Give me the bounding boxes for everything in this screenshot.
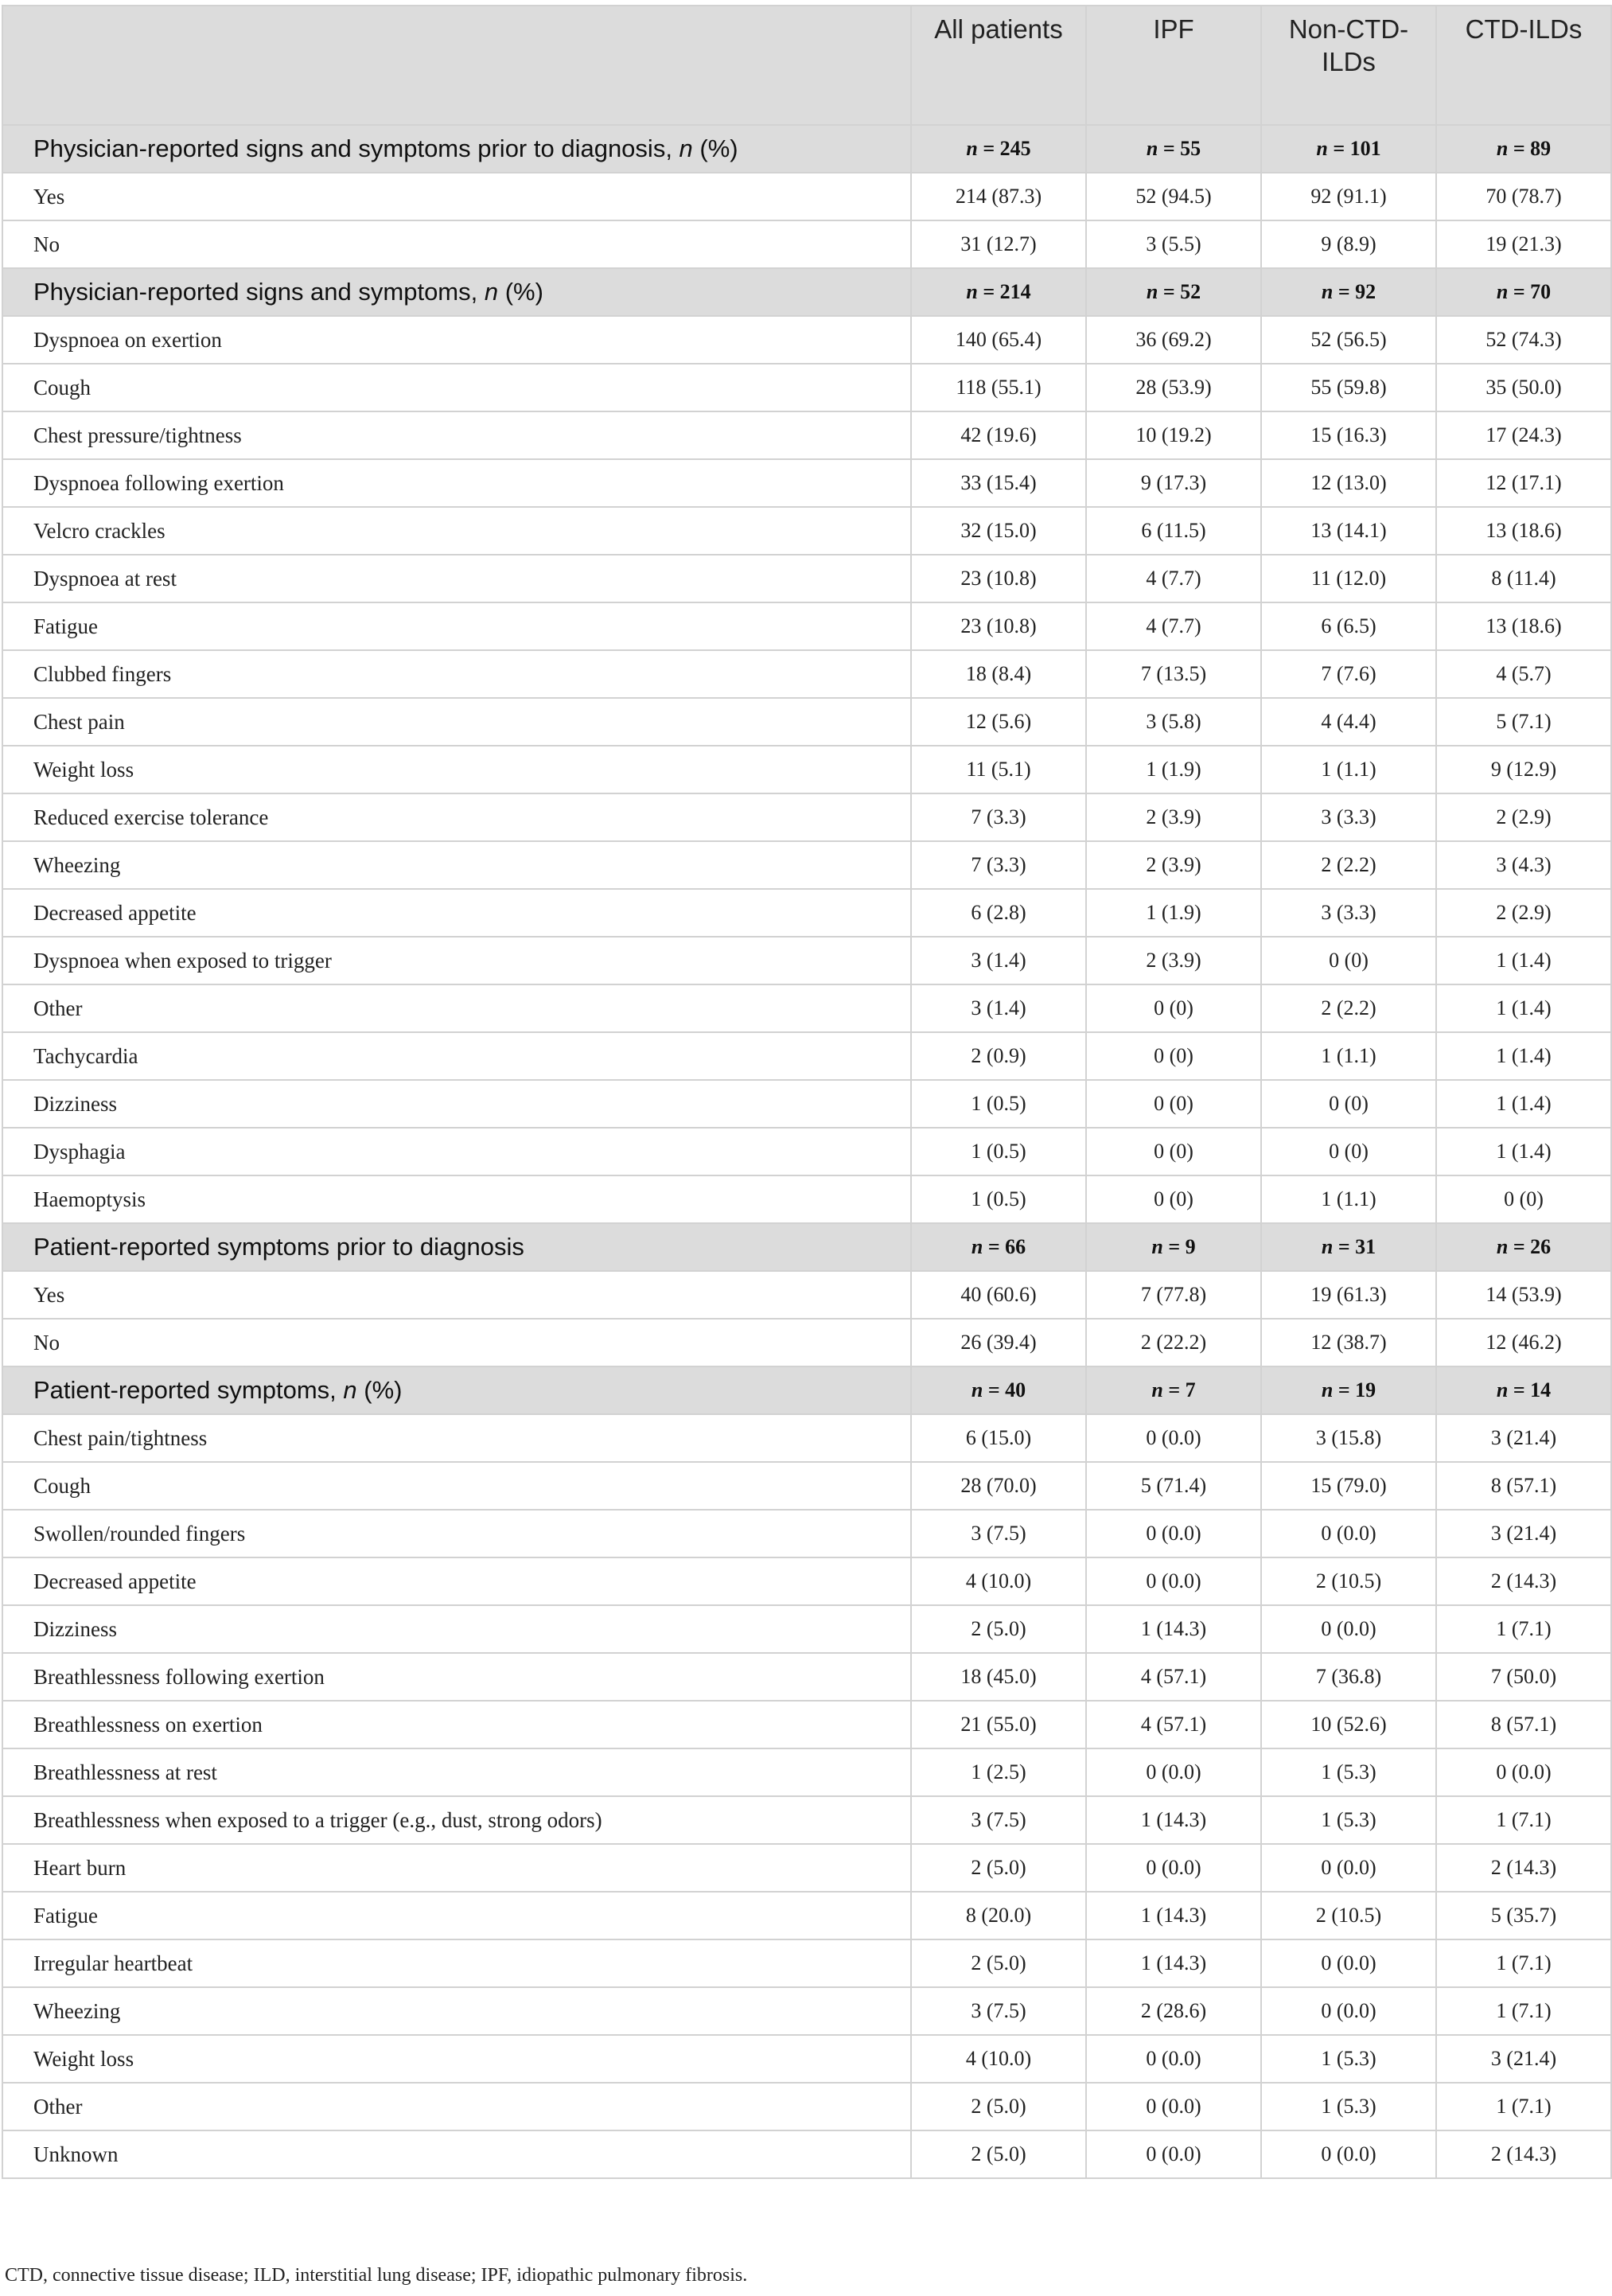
row-value-cell: 7 (3.3): [911, 793, 1086, 841]
row-value-cell: 7 (7.6): [1261, 650, 1436, 698]
section-count-cell: n = 14: [1436, 1366, 1611, 1414]
row-value-cell: 15 (16.3): [1261, 411, 1436, 459]
row-value-cell: 1 (1.4): [1436, 937, 1611, 984]
row-value-cell: 1 (14.3): [1086, 1939, 1261, 1987]
row-value-cell: 1 (5.3): [1261, 2083, 1436, 2130]
section-count-cell: n = 101: [1261, 125, 1436, 173]
row-label: Tachycardia: [2, 1032, 911, 1080]
header-ctd-ilds: CTD-ILDs: [1436, 6, 1611, 125]
section-count-cell: n = 40: [911, 1366, 1086, 1414]
row-value-cell: 32 (15.0): [911, 507, 1086, 555]
table-row: [2, 650, 1611, 698]
row-value-cell: 1 (5.3): [1261, 2035, 1436, 2083]
table-row: [2, 1796, 1611, 1844]
row-value-cell: 13 (14.1): [1261, 507, 1436, 555]
row-value-cell: 23 (10.8): [911, 602, 1086, 650]
row-value-cell: 4 (7.7): [1086, 602, 1261, 650]
row-value-cell: 3 (7.5): [911, 1987, 1086, 2035]
row-value-cell: 0 (0.0): [1261, 2130, 1436, 2178]
row-value-cell: 2 (2.9): [1436, 793, 1611, 841]
row-value-cell: 4 (10.0): [911, 2035, 1086, 2083]
row-value-cell: 7 (13.5): [1086, 650, 1261, 698]
row-value-cell: 35 (50.0): [1436, 364, 1611, 411]
row-value-cell: 12 (13.0): [1261, 459, 1436, 507]
table-row: [2, 2130, 1611, 2178]
row-value-cell: 2 (28.6): [1086, 1987, 1261, 2035]
row-label: Swollen/rounded fingers: [2, 1510, 911, 1557]
row-value-cell: 2 (10.5): [1261, 1892, 1436, 1939]
row-value-cell: 2 (2.2): [1261, 984, 1436, 1032]
section-count-cell: n = 52: [1086, 268, 1261, 316]
row-value-cell: 1 (5.3): [1261, 1748, 1436, 1796]
row-value-cell: 2 (14.3): [1436, 1557, 1611, 1605]
table-row: [2, 1605, 1611, 1653]
row-value-cell: 52 (74.3): [1436, 316, 1611, 364]
row-value-cell: 5 (7.1): [1436, 698, 1611, 746]
row-value-cell: 8 (57.1): [1436, 1701, 1611, 1748]
row-value-cell: 2 (5.0): [911, 1605, 1086, 1653]
section-title: [2, 268, 911, 316]
row-label: Cough: [2, 1462, 911, 1510]
row-value-cell: 3 (21.4): [1436, 2035, 1611, 2083]
table-row: [2, 1701, 1611, 1748]
row-value-cell: 3 (21.4): [1436, 1510, 1611, 1557]
row-value-cell: 0 (0): [1086, 1032, 1261, 1080]
table-row: [2, 1271, 1611, 1319]
row-value-cell: 0 (0): [1261, 1128, 1436, 1175]
row-value-cell: 3 (3.3): [1261, 889, 1436, 937]
table-row: [2, 1939, 1611, 1987]
row-label: Velcro crackles: [2, 507, 911, 555]
row-value-cell: 1 (7.1): [1436, 1605, 1611, 1653]
table-row: [2, 793, 1611, 841]
row-value-cell: 4 (4.4): [1261, 698, 1436, 746]
section-title: [2, 1223, 911, 1271]
row-label: Dyspnoea at rest: [2, 555, 911, 602]
section-title-italic: n: [679, 134, 693, 162]
row-value-cell: 1 (5.3): [1261, 1796, 1436, 1844]
row-value-cell: 0 (0.0): [1261, 1844, 1436, 1892]
row-value-cell: 0 (0.0): [1086, 1414, 1261, 1462]
row-value-cell: 3 (21.4): [1436, 1414, 1611, 1462]
row-label: Dyspnoea on exertion: [2, 316, 911, 364]
row-value-cell: 3 (5.5): [1086, 220, 1261, 268]
row-value-cell: 2 (0.9): [911, 1032, 1086, 1080]
row-label: Weight loss: [2, 2035, 911, 2083]
row-value-cell: 0 (0.0): [1086, 1748, 1261, 1796]
section-count-cell: n = 89: [1436, 125, 1611, 173]
row-value-cell: 31 (12.7): [911, 220, 1086, 268]
symptoms-table: [2, 5, 1612, 2179]
row-label: Other: [2, 984, 911, 1032]
row-value-cell: 23 (10.8): [911, 555, 1086, 602]
row-value-cell: 1 (7.1): [1436, 1939, 1611, 1987]
row-value-cell: 0 (0.0): [1261, 1605, 1436, 1653]
table-row: [2, 173, 1611, 220]
section-title-suffix: (%): [498, 278, 543, 306]
row-value-cell: 0 (0.0): [1086, 2130, 1261, 2178]
section-count-cell: n = 55: [1086, 125, 1261, 173]
row-value-cell: 3 (1.4): [911, 984, 1086, 1032]
section-title-suffix: (%): [692, 134, 738, 162]
table-row: [2, 411, 1611, 459]
row-value-cell: 1 (0.5): [911, 1080, 1086, 1128]
row-value-cell: 9 (12.9): [1436, 746, 1611, 793]
header-all-patients: All patients: [911, 6, 1086, 125]
row-value-cell: 0 (0): [1086, 984, 1261, 1032]
row-value-cell: 33 (15.4): [911, 459, 1086, 507]
table-row: [2, 698, 1611, 746]
row-value-cell: 8 (11.4): [1436, 555, 1611, 602]
row-value-cell: 2 (2.9): [1436, 889, 1611, 937]
row-value-cell: 1 (1.1): [1261, 1032, 1436, 1080]
row-label: Chest pain/tightness: [2, 1414, 911, 1462]
row-value-cell: 92 (91.1): [1261, 173, 1436, 220]
row-label: Haemoptysis: [2, 1175, 911, 1223]
section-count-cell: n = 245: [911, 125, 1086, 173]
section-title-text: Physician-reported signs and symptoms prior to diagnosis,: [33, 134, 679, 162]
row-value-cell: 1 (7.1): [1436, 2083, 1611, 2130]
header-ipf: IPF: [1086, 6, 1261, 125]
row-value-cell: 6 (15.0): [911, 1414, 1086, 1462]
row-value-cell: 1 (14.3): [1086, 1892, 1261, 1939]
table-row: [2, 937, 1611, 984]
row-value-cell: 2 (14.3): [1436, 1844, 1611, 1892]
section-title-text: Patient-reported symptoms,: [33, 1376, 344, 1404]
row-value-cell: 18 (45.0): [911, 1653, 1086, 1701]
row-value-cell: 10 (52.6): [1261, 1701, 1436, 1748]
row-value-cell: 52 (94.5): [1086, 173, 1261, 220]
row-value-cell: 1 (1.9): [1086, 746, 1261, 793]
table-row: [2, 1175, 1611, 1223]
row-value-cell: 1 (1.1): [1261, 1175, 1436, 1223]
row-value-cell: 36 (69.2): [1086, 316, 1261, 364]
row-value-cell: 2 (3.9): [1086, 937, 1261, 984]
row-value-cell: 52 (56.5): [1261, 316, 1436, 364]
row-value-cell: 4 (57.1): [1086, 1701, 1261, 1748]
row-label: Breathlessness when exposed to a trigger (e.g., dust, strong odors): [2, 1796, 911, 1844]
row-value-cell: 0 (0.0): [1086, 2035, 1261, 2083]
row-value-cell: 7 (77.8): [1086, 1271, 1261, 1319]
table-row: [2, 1557, 1611, 1605]
row-value-cell: 118 (55.1): [911, 364, 1086, 411]
row-value-cell: 1 (1.9): [1086, 889, 1261, 937]
row-value-cell: 9 (17.3): [1086, 459, 1261, 507]
row-label: Dysphagia: [2, 1128, 911, 1175]
header-non-ctd-ilds: Non-CTD-ILDs: [1261, 6, 1436, 125]
table-row: [2, 1510, 1611, 1557]
table-row: [2, 459, 1611, 507]
row-value-cell: 3 (15.8): [1261, 1414, 1436, 1462]
row-value-cell: 2 (5.0): [911, 1939, 1086, 1987]
row-value-cell: 0 (0): [1086, 1128, 1261, 1175]
row-label: Chest pain: [2, 698, 911, 746]
row-label: Irregular heartbeat: [2, 1939, 911, 1987]
row-value-cell: 4 (7.7): [1086, 555, 1261, 602]
row-value-cell: 14 (53.9): [1436, 1271, 1611, 1319]
row-value-cell: 12 (5.6): [911, 698, 1086, 746]
row-value-cell: 0 (0): [1261, 937, 1436, 984]
row-value-cell: 4 (57.1): [1086, 1653, 1261, 1701]
table-row: [2, 555, 1611, 602]
row-value-cell: 13 (18.6): [1436, 507, 1611, 555]
section-title-text: Physician-reported signs and symptoms,: [33, 278, 485, 306]
table-row: [2, 2083, 1611, 2130]
row-value-cell: 1 (14.3): [1086, 1605, 1261, 1653]
row-label: No: [2, 220, 911, 268]
row-label: Clubbed fingers: [2, 650, 911, 698]
table-row: [2, 507, 1611, 555]
row-value-cell: 28 (70.0): [911, 1462, 1086, 1510]
row-value-cell: 8 (20.0): [911, 1892, 1086, 1939]
section-count-cell: n = 26: [1436, 1223, 1611, 1271]
row-label: Breathlessness at rest: [2, 1748, 911, 1796]
row-value-cell: 15 (79.0): [1261, 1462, 1436, 1510]
row-label: Decreased appetite: [2, 1557, 911, 1605]
header-row: [2, 6, 1611, 125]
row-label: Yes: [2, 173, 911, 220]
section-count-cell: n = 9: [1086, 1223, 1261, 1271]
table-row: [2, 1987, 1611, 2035]
row-label: Breathlessness on exertion: [2, 1701, 911, 1748]
row-value-cell: 12 (38.7): [1261, 1319, 1436, 1366]
row-value-cell: 2 (14.3): [1436, 2130, 1611, 2178]
row-value-cell: 7 (50.0): [1436, 1653, 1611, 1701]
table-row: [2, 364, 1611, 411]
row-value-cell: 0 (0.0): [1261, 1510, 1436, 1557]
table-row: [2, 1748, 1611, 1796]
row-value-cell: 0 (0.0): [1086, 1557, 1261, 1605]
row-value-cell: 0 (0.0): [1086, 1510, 1261, 1557]
row-value-cell: 7 (36.8): [1261, 1653, 1436, 1701]
header-blank-cell: [2, 6, 911, 125]
row-value-cell: 140 (65.4): [911, 316, 1086, 364]
row-label: Yes: [2, 1271, 911, 1319]
row-value-cell: 1 (1.4): [1436, 984, 1611, 1032]
row-value-cell: 2 (2.2): [1261, 841, 1436, 889]
row-value-cell: 5 (35.7): [1436, 1892, 1611, 1939]
section-count-cell: n = 7: [1086, 1366, 1261, 1414]
row-label: Cough: [2, 364, 911, 411]
row-label: Dyspnoea following exertion: [2, 459, 911, 507]
row-value-cell: 1 (2.5): [911, 1748, 1086, 1796]
row-value-cell: 26 (39.4): [911, 1319, 1086, 1366]
row-value-cell: 1 (1.1): [1261, 746, 1436, 793]
row-value-cell: 0 (0.0): [1086, 2083, 1261, 2130]
table-row: [2, 1080, 1611, 1128]
table-footnote: CTD, connective tissue disease; ILD, interstitial lung disease; IPF, idiopathic pulmonary fibrosis.: [5, 2265, 748, 2286]
row-label: Fatigue: [2, 1892, 911, 1939]
row-label: Breathlessness following exertion: [2, 1653, 911, 1701]
row-value-cell: 12 (46.2): [1436, 1319, 1611, 1366]
row-value-cell: 3 (3.3): [1261, 793, 1436, 841]
row-label: Wheezing: [2, 841, 911, 889]
section-header-row: [2, 125, 1611, 173]
table-row: [2, 1414, 1611, 1462]
row-value-cell: 1 (1.4): [1436, 1128, 1611, 1175]
table-row: [2, 984, 1611, 1032]
row-label: Other: [2, 2083, 911, 2130]
row-value-cell: 18 (8.4): [911, 650, 1086, 698]
row-label: Wheezing: [2, 1987, 911, 2035]
row-value-cell: 5 (71.4): [1086, 1462, 1261, 1510]
row-value-cell: 40 (60.6): [911, 1271, 1086, 1319]
table-row: [2, 2035, 1611, 2083]
row-value-cell: 3 (7.5): [911, 1796, 1086, 1844]
row-value-cell: 7 (3.3): [911, 841, 1086, 889]
row-label: Chest pressure/tightness: [2, 411, 911, 459]
section-count-cell: n = 214: [911, 268, 1086, 316]
row-value-cell: 17 (24.3): [1436, 411, 1611, 459]
table-row: [2, 1892, 1611, 1939]
section-header-row: [2, 268, 1611, 316]
row-value-cell: 4 (10.0): [911, 1557, 1086, 1605]
table-row: [2, 316, 1611, 364]
row-value-cell: 0 (0.0): [1086, 1844, 1261, 1892]
row-label: Heart burn: [2, 1844, 911, 1892]
row-value-cell: 10 (19.2): [1086, 411, 1261, 459]
row-value-cell: 0 (0): [1086, 1175, 1261, 1223]
row-value-cell: 0 (0): [1261, 1080, 1436, 1128]
row-value-cell: 1 (7.1): [1436, 1987, 1611, 2035]
row-value-cell: 4 (5.7): [1436, 650, 1611, 698]
table-row: [2, 1653, 1611, 1701]
section-title-text: Patient-reported symptoms prior to diagnosis: [33, 1233, 524, 1261]
row-value-cell: 19 (61.3): [1261, 1271, 1436, 1319]
table-row: [2, 1319, 1611, 1366]
row-value-cell: 1 (1.4): [1436, 1080, 1611, 1128]
section-count-cell: n = 66: [911, 1223, 1086, 1271]
row-value-cell: 0 (0.0): [1261, 1939, 1436, 1987]
table-row: [2, 602, 1611, 650]
row-value-cell: 2 (10.5): [1261, 1557, 1436, 1605]
section-count-cell: n = 19: [1261, 1366, 1436, 1414]
row-value-cell: 11 (12.0): [1261, 555, 1436, 602]
section-header-row: [2, 1223, 1611, 1271]
section-header-row: [2, 1366, 1611, 1414]
row-value-cell: 0 (0.0): [1261, 1987, 1436, 2035]
row-value-cell: 2 (5.0): [911, 1844, 1086, 1892]
table-row: [2, 889, 1611, 937]
row-label: Dizziness: [2, 1605, 911, 1653]
section-title-suffix: (%): [356, 1376, 403, 1404]
row-value-cell: 6 (6.5): [1261, 602, 1436, 650]
section-title: [2, 125, 911, 173]
table-row: [2, 1844, 1611, 1892]
row-value-cell: 0 (0): [1086, 1080, 1261, 1128]
row-value-cell: 8 (57.1): [1436, 1462, 1611, 1510]
row-value-cell: 3 (4.3): [1436, 841, 1611, 889]
row-value-cell: 3 (5.8): [1086, 698, 1261, 746]
row-value-cell: 11 (5.1): [911, 746, 1086, 793]
row-value-cell: 9 (8.9): [1261, 220, 1436, 268]
row-value-cell: 12 (17.1): [1436, 459, 1611, 507]
row-value-cell: 1 (0.5): [911, 1128, 1086, 1175]
table-row: [2, 841, 1611, 889]
table-container: [2, 5, 1610, 2179]
row-value-cell: 2 (5.0): [911, 2130, 1086, 2178]
row-value-cell: 0 (0): [1436, 1175, 1611, 1223]
row-value-cell: 55 (59.8): [1261, 364, 1436, 411]
row-value-cell: 3 (7.5): [911, 1510, 1086, 1557]
row-value-cell: 70 (78.7): [1436, 173, 1611, 220]
section-count-cell: n = 92: [1261, 268, 1436, 316]
row-value-cell: 2 (3.9): [1086, 841, 1261, 889]
row-label: Dizziness: [2, 1080, 911, 1128]
row-value-cell: 2 (3.9): [1086, 793, 1261, 841]
row-value-cell: 6 (2.8): [911, 889, 1086, 937]
table-row: [2, 1032, 1611, 1080]
table-row: [2, 220, 1611, 268]
row-value-cell: 42 (19.6): [911, 411, 1086, 459]
row-value-cell: 1 (1.4): [1436, 1032, 1611, 1080]
table-row: [2, 746, 1611, 793]
row-value-cell: 6 (11.5): [1086, 507, 1261, 555]
row-value-cell: 0 (0.0): [1436, 1748, 1611, 1796]
section-title: [2, 1366, 911, 1414]
section-count-cell: n = 31: [1261, 1223, 1436, 1271]
row-label: Dyspnoea when exposed to trigger: [2, 937, 911, 984]
row-value-cell: 214 (87.3): [911, 173, 1086, 220]
row-label: Weight loss: [2, 746, 911, 793]
table-row: [2, 1462, 1611, 1510]
row-value-cell: 1 (7.1): [1436, 1796, 1611, 1844]
row-value-cell: 1 (14.3): [1086, 1796, 1261, 1844]
row-label: No: [2, 1319, 911, 1366]
row-value-cell: 19 (21.3): [1436, 220, 1611, 268]
section-title-italic: n: [484, 278, 499, 306]
section-title-italic: n: [343, 1376, 357, 1404]
row-value-cell: 3 (1.4): [911, 937, 1086, 984]
section-count-cell: n = 70: [1436, 268, 1611, 316]
row-value-cell: 1 (0.5): [911, 1175, 1086, 1223]
row-label: Unknown: [2, 2130, 911, 2178]
row-value-cell: 28 (53.9): [1086, 364, 1261, 411]
row-value-cell: 21 (55.0): [911, 1701, 1086, 1748]
row-value-cell: 2 (5.0): [911, 2083, 1086, 2130]
row-label: Decreased appetite: [2, 889, 911, 937]
row-label: Reduced exercise tolerance: [2, 793, 911, 841]
row-value-cell: 13 (18.6): [1436, 602, 1611, 650]
table-row: [2, 1128, 1611, 1175]
row-label: Fatigue: [2, 602, 911, 650]
row-value-cell: 2 (22.2): [1086, 1319, 1261, 1366]
